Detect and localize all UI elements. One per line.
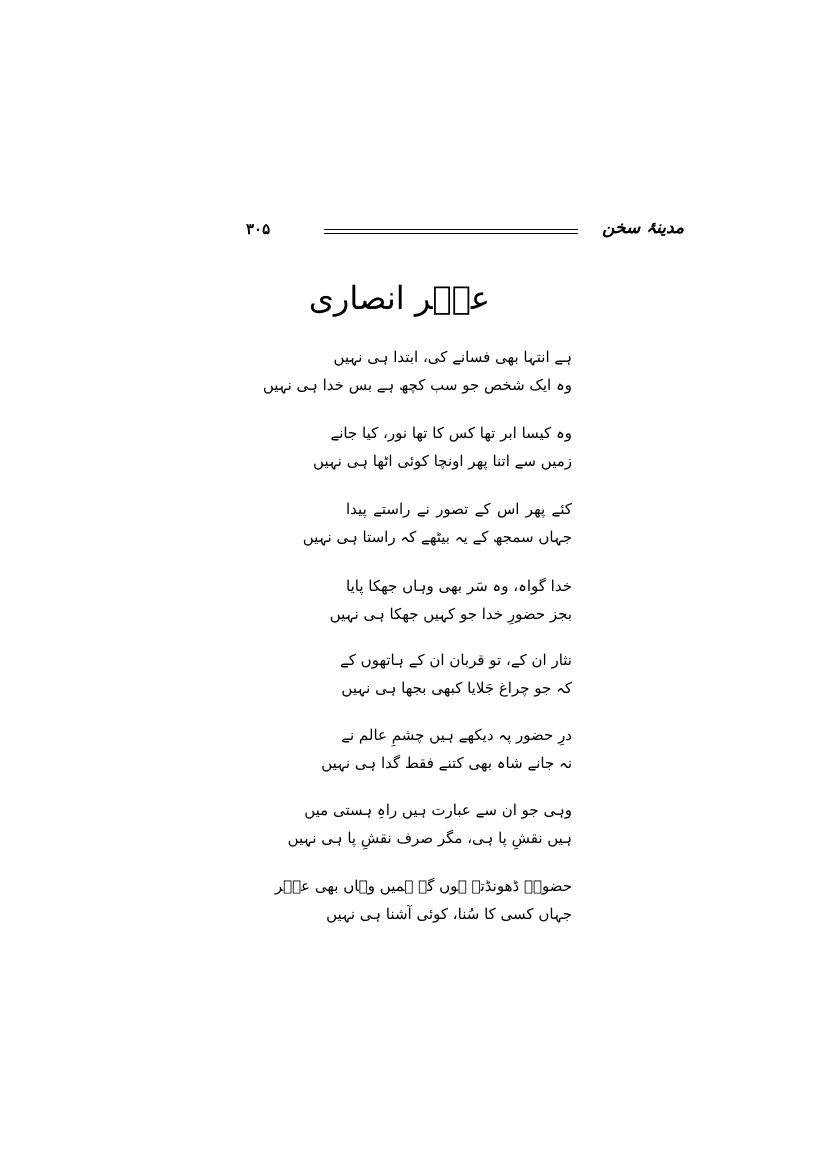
- verse-line-1: خدا گواہ، وہ سَر بھی وہاں جھکا پایا: [346, 577, 572, 595]
- verse-line-2: ہیں نقشِ پا ہی، مگر صرف نقشِ پا ہی نہیں: [287, 829, 572, 847]
- verse-line-1: وہ کیسا ابر تھا کس کا تھا نور، کیا جانے: [330, 424, 572, 442]
- couplet: [287, 798, 572, 850]
- header-rule-top: [324, 229, 578, 230]
- running-title: مدینۂ سخن: [602, 218, 684, 238]
- verse-line-2: نہ جانے شاہ بھی کتنے فقط گدا ہی نہیں: [321, 754, 572, 772]
- couplet: [339, 648, 572, 700]
- poet-name: عمؔر انصاری: [308, 279, 490, 317]
- verse-line-2: وہ ایک شخص جو سب کچھ ہے بس خدا ہی نہیں: [262, 376, 572, 394]
- verse-line-2: بجز حضورِ خدا جو کہیں جھکا ہی نہیں: [329, 605, 572, 623]
- verse-line-2: زمیں سے اتنا پھر اونچا کوئی اٹھا ہی نہیں: [313, 452, 572, 470]
- verse-line-1: وہی جو ان سے عبارت ہیں راہِ ہستی میں: [304, 801, 572, 819]
- verse-line-1: ہے انتہا بھی فسانے کی، ابتدا ہی نہیں: [333, 348, 572, 366]
- couplet: [302, 497, 572, 549]
- couplet: [321, 723, 572, 775]
- verse-line-2: جہاں سمجھ کے یہ بیٹھے کہ راستا ہی نہیں: [302, 528, 572, 546]
- verse-line-1: حضورؐ ڈھونڈتے ہوں گے ہمیں وہاں بھی عمؔر: [274, 877, 572, 895]
- verse-line-1: کئے پھر اس کے تصور نے راستے پیدا: [346, 500, 572, 518]
- couplet: [329, 574, 572, 626]
- verse-line-2: کہ جو چراغ جَلایا کبھی بجھا ہی نہیں: [341, 679, 572, 697]
- couplet: [274, 874, 572, 926]
- verse-line-1: نثار ان کے، تو قربان ان کے ہاتھوں کے: [339, 651, 572, 669]
- page-number: ۳۰۵: [246, 220, 271, 238]
- couplet: [313, 421, 572, 473]
- header-rule-bottom: [324, 233, 578, 234]
- couplet: [262, 345, 572, 397]
- verse-line-2: جہاں کسی کا سُنا، کوئی آشنا ہی نہیں: [326, 905, 572, 923]
- verse-line-1: درِ حضور پہ دیکھے ہیں چشمِ عالم نے: [341, 726, 572, 744]
